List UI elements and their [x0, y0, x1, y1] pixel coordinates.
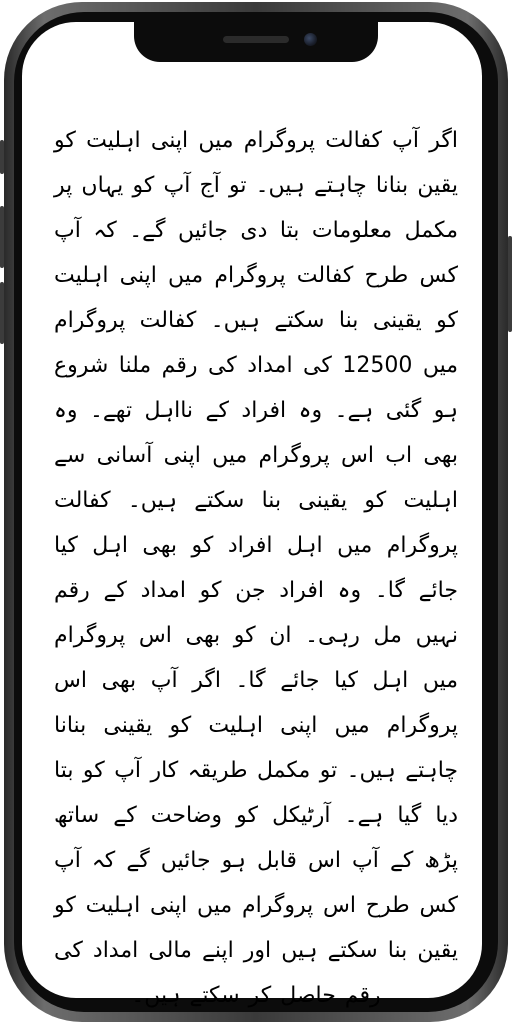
volume-down-button [0, 282, 4, 344]
article-text: اگر آپ کفالت پروگرام میں اپنی اہلیت کو یقین بنانا چاہتے ہیں۔ تو آج آپ کو یہاں پر مکمل معلومات بتا دی جائیں گے۔ کہ آپ کس طرح کفالت پروگرام میں اپنی اہلیت کو یقینی بنا سکتے ہیں۔ کفالت پروگرام میں 12500 کی امداد کی رقم ملنا شروع ہو گئی ہے۔ وہ افراد کے نااہل تھے۔ وہ بھی اب اس پروگرام میں اپنی آسانی سے اہلیت کو یقینی بنا سکتے ہیں۔ کفالت پروگرام میں اہل افراد کو بھی اہل کیا جائے گا۔ وہ افراد جن کو امداد کے رقم نہیں مل رہی۔ ان کو بھی اس پروگرام میں اہل کیا جائے گا۔ اگر آپ بھی اس پروگرام میں اپنی اہلیت کو یقینی بنانا چاہتے ہیں۔ تو مکمل طریقہ کار آپ کو بتا دیا گیا ہے۔ آرٹیکل کو وضاحت کے ساتھ پڑھ کے آپ اس قابل ہو جائیں گے کہ آپ کس طرح اس پروگرام میں اپنی اہلیت کو یقین بنا سکتے ہیں اور اپنے مالی امداد کی رقم حاصل کر سکتے ہیں۔ [54, 128, 458, 1008]
volume-up-button [0, 206, 4, 268]
mute-switch [0, 140, 4, 174]
front-camera-icon [304, 33, 317, 46]
speaker-grille-icon [223, 36, 289, 43]
power-button [508, 236, 512, 332]
